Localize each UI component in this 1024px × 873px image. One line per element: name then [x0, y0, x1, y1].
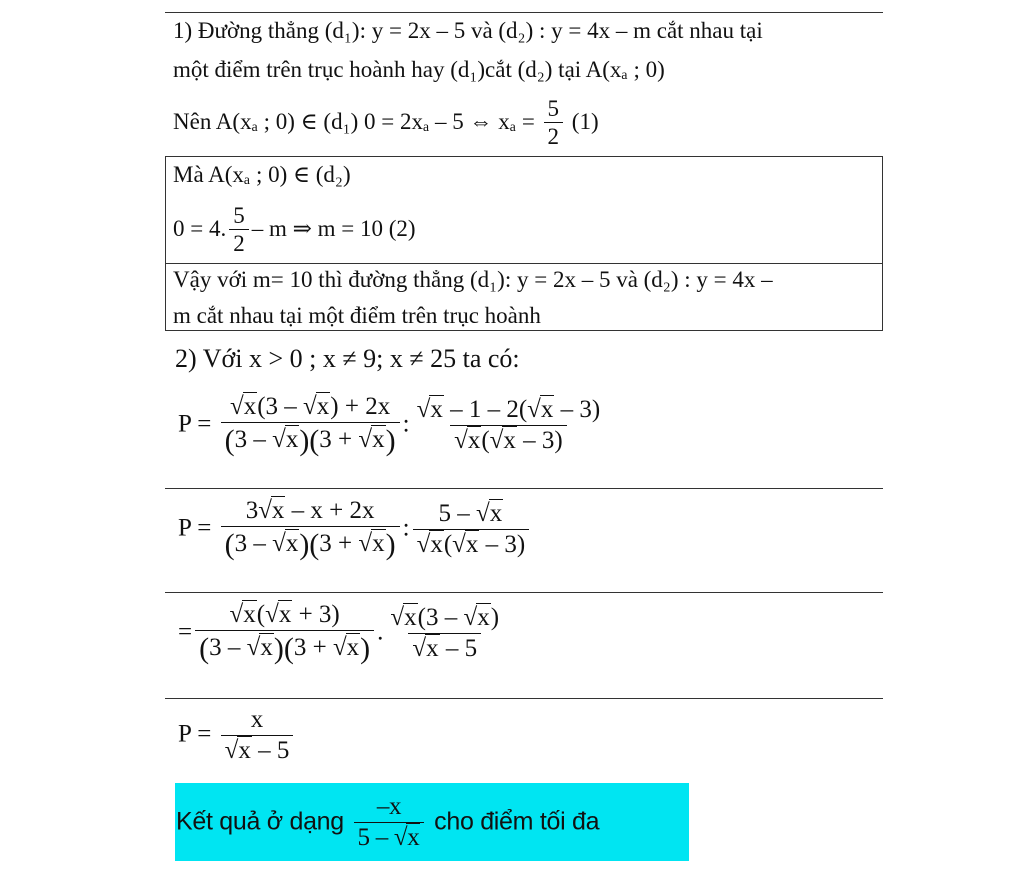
equation-label-1: (1) [571, 108, 599, 134]
expr1-fraction-a [221, 393, 400, 459]
rule-3 [165, 698, 883, 699]
highlight-tail: cho điểm tối đa [434, 807, 600, 836]
point-a: A(xₐ ; 0) [585, 57, 665, 82]
box2-line1: Vậy với m= 10 thì đường thẳng (d₁): y = 2x – 5 và (d₂) : y = 4x – [173, 267, 773, 292]
result-denominator: √x – 5 [221, 735, 294, 766]
expr3-num-b: √x(3 – √x) [390, 604, 500, 631]
p-label: P = [178, 720, 212, 748]
divide-sign: : [402, 514, 410, 542]
expr-1 [178, 393, 607, 459]
box1-line2-tail: – m ⇒ m = 10 (2) [251, 215, 416, 241]
equals-label: = [178, 618, 193, 646]
expr-2 [178, 497, 532, 563]
part2-intro-head: 2) Với [175, 344, 243, 373]
highlight-text [176, 793, 599, 853]
expr-3 [178, 601, 506, 667]
expr3-den-b: √x – 5 [408, 633, 481, 664]
part1-line2 [173, 57, 665, 83]
expr2-fraction-b [413, 500, 530, 560]
expr1-num-a: √x(3 – √x) + 2x [229, 393, 391, 420]
expr3-den-a: (3 – √x)(3 + √x) [195, 630, 374, 667]
expr2-fraction-a [221, 497, 400, 563]
part2-intro-tail: ta có: [462, 344, 520, 373]
multiply-sign: . [377, 618, 384, 646]
frac-denominator: 2 [544, 122, 564, 151]
rule-1 [165, 488, 883, 489]
expr1-num-b: √x – 1 – 2(√x – 3) [416, 396, 601, 423]
box2-line2: m cắt nhau tại một điểm trên trục hoành [173, 303, 541, 328]
divide-sign: : [402, 410, 410, 438]
p-label: P = [178, 410, 212, 438]
fraction-5-2-b [229, 203, 249, 258]
part2-conditions: x > 0 ; x ≠ 9; x ≠ 25 [248, 344, 457, 373]
frac-denominator: 2 [229, 229, 249, 258]
result-numerator: x [250, 706, 264, 733]
part1-line2-text: một điểm trên trục hoành hay (d₁)cắt (d₂) tại [173, 57, 582, 82]
frac-numerator: 5 [233, 203, 245, 228]
expr1-fraction-b [413, 396, 605, 456]
result-fraction [221, 706, 294, 766]
highlight-den-head: 5 – [357, 823, 388, 851]
expr2-den-b: √x(√x – 3) [413, 529, 530, 560]
result [178, 706, 296, 766]
expr2-den-a: (3 – √x)(3 + √x) [221, 526, 400, 563]
expr1-den-a: (3 – √x)(3 + √x) [221, 422, 400, 459]
highlight-head: Kết quả ở dạng [176, 807, 344, 836]
box1-line1: Mà A(xₐ ; 0) ∈ (d₂) [173, 162, 351, 187]
frac-numerator: 5 [547, 96, 560, 121]
expr1-den-b: √x(√x – 3) [450, 425, 567, 456]
expr3-fraction-a [195, 601, 374, 667]
highlight-numerator: –x [376, 793, 402, 820]
highlight-denominator: 5 – √x [354, 822, 425, 853]
box1-line2 [173, 203, 416, 258]
box1-line2-head: 0 = 4. [173, 215, 227, 241]
top-rule [165, 12, 883, 13]
rule-2 [165, 592, 883, 593]
expr2-num-a: 3√x – x + 2x [245, 497, 375, 524]
p-label: P = [178, 514, 212, 542]
highlight-fraction [354, 793, 425, 853]
expr3-fraction-b [386, 604, 503, 664]
expr3-num-a: √x(√x + 3) [229, 601, 340, 628]
fraction-5-2 [544, 96, 564, 151]
result-den-tail: – 5 [258, 736, 290, 764]
part1-line1: 1) Đường thẳng (d₁): y = 2x – 5 và (d₂) : y = 4x – m cắt nhau tại [173, 18, 763, 43]
part1-line3-text: Nên A(xₐ ; 0) ∈ (d₁) 0 = 2xₐ – 5 ⇔ xₐ = [173, 108, 535, 134]
part1-line3 [173, 96, 599, 151]
part2-intro [175, 344, 520, 374]
expr2-num-b: 5 – √x [438, 500, 503, 527]
